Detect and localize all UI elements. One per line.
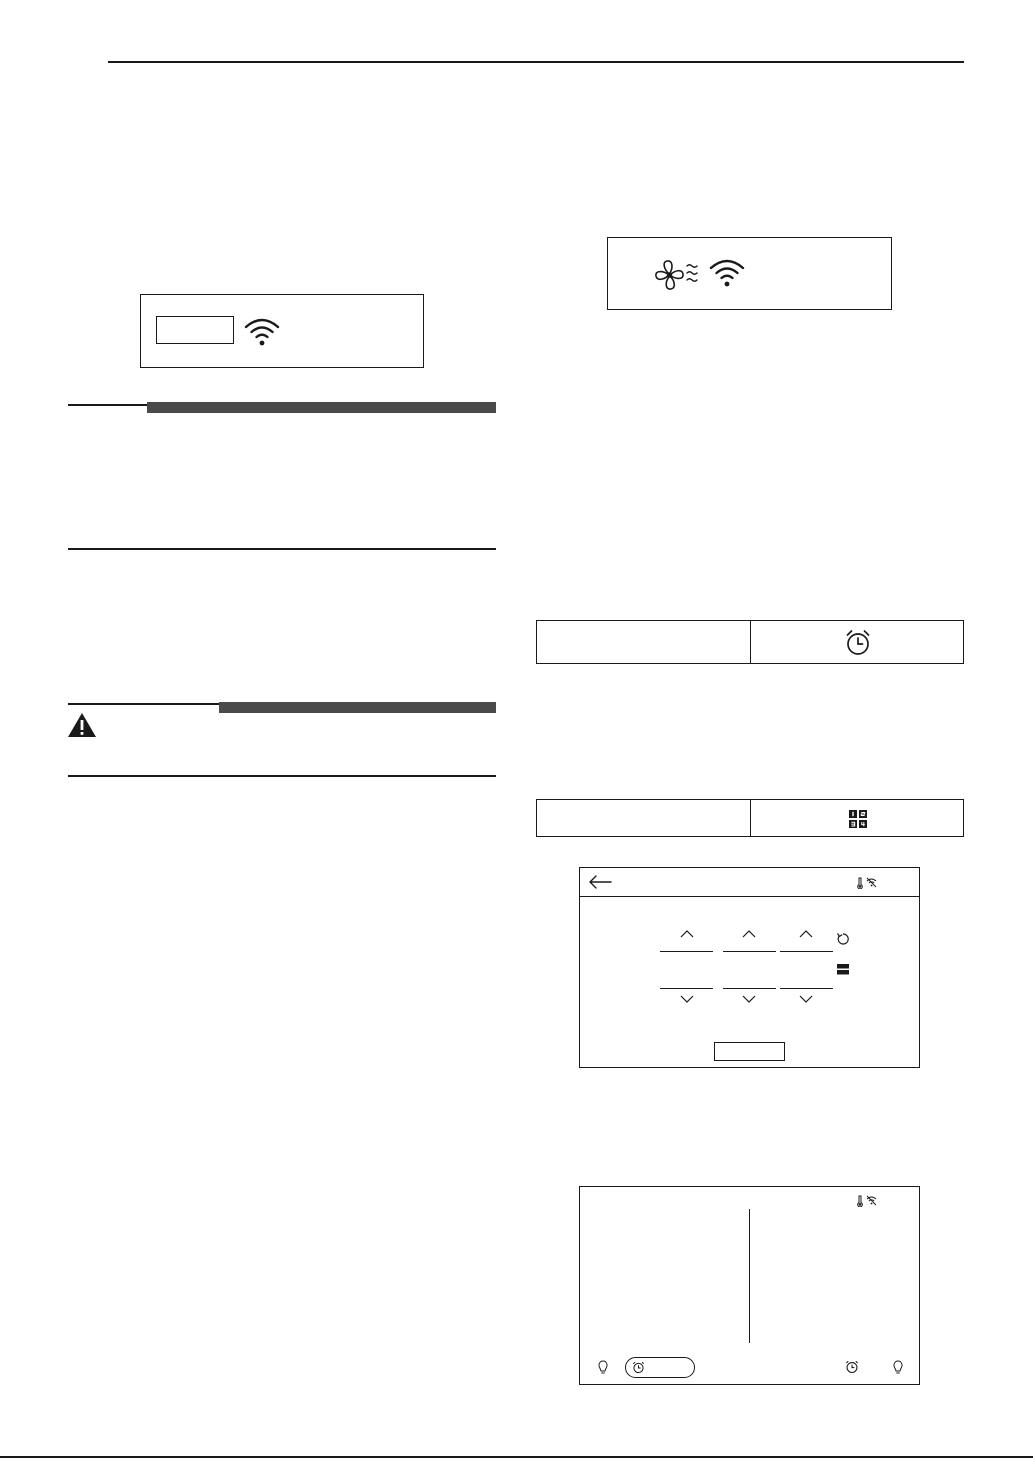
menu-icon[interactable] (837, 964, 849, 975)
reservation-pill-button[interactable] (625, 1357, 695, 1378)
chevron-down-icon[interactable] (742, 995, 756, 1004)
confirm-button[interactable] (714, 1042, 785, 1061)
header-rule (108, 61, 964, 63)
wifi-off-icon (866, 877, 877, 888)
chevron-down-icon[interactable] (680, 995, 694, 1004)
ampm-value-bottom-rule (780, 988, 833, 989)
alarm-clock-icon (632, 1361, 645, 1374)
thermometer-icon (856, 1195, 864, 1207)
minute-value-top-rule (723, 951, 776, 952)
note-section-thin-rule (68, 404, 148, 406)
bulb-icon[interactable] (893, 1360, 903, 1374)
reservation-table-right-cell (750, 620, 964, 664)
alarm-clock-icon (845, 629, 871, 657)
time-setting-screen (579, 867, 920, 1068)
note-section-band (147, 402, 496, 413)
warning-triangle-icon (67, 712, 97, 738)
back-arrow-icon[interactable] (588, 874, 612, 890)
hour-value-top-rule (660, 951, 713, 952)
minute-value-bottom-rule (723, 988, 776, 989)
main-screen-divider (749, 1209, 750, 1343)
numbered-grid-icon (848, 809, 868, 829)
main-screen (579, 1186, 920, 1385)
display-panel-wifi (140, 294, 424, 368)
warning-section-end-rule (68, 775, 496, 777)
airflow-waves-icon (686, 262, 698, 286)
wifi-off-icon (866, 1195, 877, 1206)
fan-icon (652, 257, 688, 293)
numeric-table-left-cell (536, 799, 751, 837)
display-panel-fan-wifi (607, 237, 892, 310)
chevron-up-icon[interactable] (799, 929, 813, 938)
thermometer-icon (856, 877, 864, 889)
warning-section-band (219, 702, 496, 713)
footer-rule (0, 1456, 1033, 1458)
reservation-table-left-cell (536, 620, 751, 664)
ampm-value-top-rule (780, 951, 833, 952)
wifi-icon (708, 256, 746, 288)
reset-icon[interactable] (836, 932, 850, 946)
chevron-down-icon[interactable] (799, 995, 813, 1004)
alarm-clock-icon[interactable] (845, 1360, 859, 1374)
chevron-up-icon[interactable] (742, 929, 756, 938)
chevron-up-icon[interactable] (680, 929, 694, 938)
wifi-icon (243, 315, 281, 347)
hour-value-bottom-rule (660, 988, 713, 989)
warning-section-thin-rule (68, 703, 220, 705)
time-screen-header-rule (580, 896, 919, 897)
bulb-icon[interactable] (598, 1360, 608, 1374)
numeric-table-right-cell (750, 799, 964, 837)
display-label-box (156, 316, 234, 344)
note-section-end-rule (68, 548, 496, 550)
